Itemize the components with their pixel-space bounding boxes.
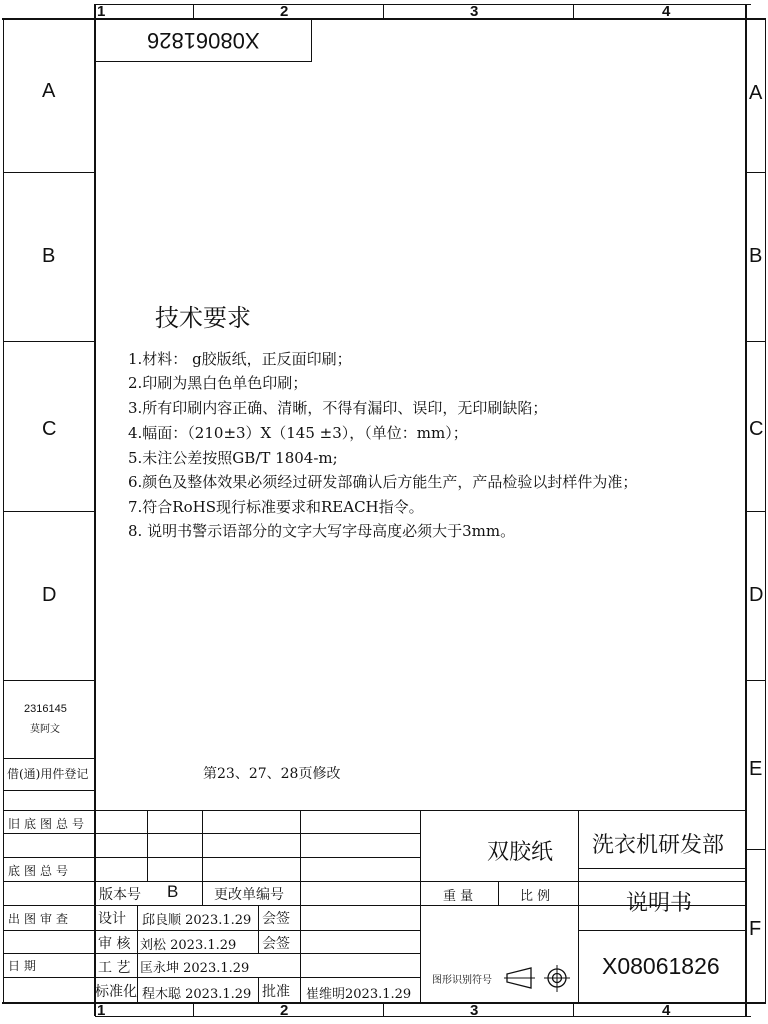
- tb-line: [3, 977, 420, 978]
- column-label-4-bottom: 4: [662, 1002, 671, 1019]
- tb-line: [3, 810, 746, 811]
- sign-extra-approve: 批准: [262, 984, 290, 1000]
- sign-role-design: 设计: [98, 911, 126, 927]
- requirements-title: 技术要求: [155, 304, 251, 332]
- zone-divider: [746, 849, 766, 850]
- projection-symbol-icon: [504, 964, 570, 994]
- requirement-item: 7.符合RoHS现行标准要求和REACH指令。: [128, 498, 424, 516]
- requirement-item: 8. 说明书警示语部分的文字大写字母高度必须大于3mm。: [128, 522, 516, 540]
- sign-role-review: 审 核: [98, 936, 131, 952]
- approver: 崔维明2023.1.29: [306, 987, 412, 1002]
- zone-divider: [3, 511, 94, 512]
- zone-label-right-e: E: [749, 758, 763, 780]
- requirement-item: 5.未注公差按照GB/T 1804-m;: [128, 449, 338, 467]
- tb-line: [202, 810, 203, 905]
- zone-divider: [746, 172, 766, 173]
- zone-label-right-c: C: [749, 418, 764, 440]
- requirement-item: 6.颜色及整体效果必须经过研发部确认后方能生产，产品检验以封样件为准；: [128, 473, 638, 491]
- column-label-3-bottom: 3: [470, 1002, 479, 1019]
- col-tick: [383, 4, 384, 18]
- column-label-2-bottom: 2: [280, 1002, 289, 1019]
- tb-line: [3, 881, 746, 882]
- zone-label-right-d: D: [749, 584, 764, 606]
- frame-bottom-line: [2, 1002, 766, 1004]
- column-label-3: 3: [470, 3, 479, 20]
- sign-person-process: 匡永坤 2023.1.29: [140, 961, 250, 976]
- sign-person-design: 邱良顺 2023.1.29: [142, 913, 252, 928]
- column-label-2: 2: [280, 3, 289, 20]
- zone-label-right-a: A: [749, 82, 763, 104]
- frame-outer-bottom: [95, 1016, 751, 1017]
- date-label: 日 期: [8, 959, 36, 973]
- symbol-label: 图形识别符号: [432, 975, 492, 986]
- tb-line: [498, 881, 499, 906]
- borrow-label: 借(通)用件登记: [7, 767, 89, 781]
- tb-line: [258, 905, 259, 954]
- zone-divider: [3, 341, 94, 342]
- zone-divider: [746, 341, 766, 342]
- zone-label-d: D: [42, 584, 57, 606]
- mirror-code-box: [95, 19, 312, 62]
- requirement-item: 1.材料： g胶版纸，正反面印刷；: [128, 350, 352, 368]
- review-label: 出图审查: [8, 912, 73, 926]
- scale-label: 比 例: [520, 889, 551, 904]
- sign-person-review: 刘松 2023.1.29: [140, 938, 237, 953]
- margin-note-number: 2316145: [24, 703, 67, 715]
- sign-role-standard: 标准化: [95, 984, 137, 1000]
- zone-label-right-f: F: [749, 918, 762, 940]
- col-tick: [193, 1003, 194, 1016]
- old-base-label: 旧底图总号: [8, 817, 89, 831]
- col-tick: [383, 1003, 384, 1016]
- doc-code: X08061826: [602, 953, 720, 979]
- tb-line: [300, 810, 301, 1002]
- zone-label-right-b: B: [749, 245, 763, 267]
- tb-line: [3, 857, 420, 858]
- column-label-1-bottom: 1: [97, 1002, 106, 1019]
- column-label-4: 4: [662, 3, 671, 20]
- version-label: 版本号: [99, 887, 141, 903]
- col-tick: [573, 1003, 574, 1016]
- tb-line: [3, 953, 420, 954]
- zone-divider: [3, 790, 94, 791]
- col-tick: [193, 4, 194, 18]
- sign-person-standard: 程木聪 2023.1.29: [142, 987, 252, 1002]
- zone-divider: [3, 758, 94, 759]
- requirement-item: 3.所有印刷内容正确、清晰，不得有漏印、误印，无印刷缺陷；: [128, 399, 548, 417]
- modification-note: 第23、27、28页修改: [203, 766, 341, 782]
- tb-line: [578, 930, 746, 931]
- margin-note-name: 莫阿文: [30, 724, 60, 735]
- zone-divider: [746, 511, 766, 512]
- sign-extra-countersign: 会签: [262, 911, 290, 927]
- tb-line: [578, 868, 746, 869]
- tb-line: [3, 833, 420, 834]
- material: 双胶纸: [487, 840, 554, 865]
- zone-divider: [746, 680, 766, 681]
- sign-extra-countersign-2: 会签: [262, 936, 290, 952]
- mirror-code: X08061826: [147, 28, 260, 53]
- tb-line: [137, 905, 138, 1002]
- requirement-item: 4.幅面：（210±3）X（145 ±3），（单位：mm）；: [128, 424, 468, 442]
- requirement-item: 2.印刷为黑白色单色印刷；: [128, 374, 308, 392]
- tb-line: [147, 810, 148, 882]
- tb-line: [3, 930, 420, 931]
- department: 洗衣机研发部: [592, 833, 725, 858]
- frame-right-edge: [765, 18, 766, 1004]
- change-order-label: 更改单编号: [214, 887, 284, 903]
- column-label-1: 1: [97, 3, 106, 20]
- frame-inner-left: [94, 4, 96, 1016]
- tb-line: [578, 810, 579, 1002]
- zone-divider: [3, 680, 94, 681]
- doc-type: 说明书: [626, 891, 693, 916]
- zone-label-c: C: [42, 418, 57, 440]
- zone-divider: [3, 172, 94, 173]
- frame-inner-right: [745, 4, 747, 1016]
- sign-role-process: 工 艺: [98, 960, 131, 976]
- col-tick: [573, 4, 574, 18]
- weight-label: 重 量: [443, 889, 474, 904]
- base-label: 底图总号: [8, 864, 73, 878]
- version-value: B: [167, 882, 179, 901]
- tb-line: [258, 977, 259, 1002]
- zone-label-a: A: [42, 80, 56, 102]
- tb-line: [420, 810, 421, 1002]
- zone-label-b: B: [42, 245, 56, 267]
